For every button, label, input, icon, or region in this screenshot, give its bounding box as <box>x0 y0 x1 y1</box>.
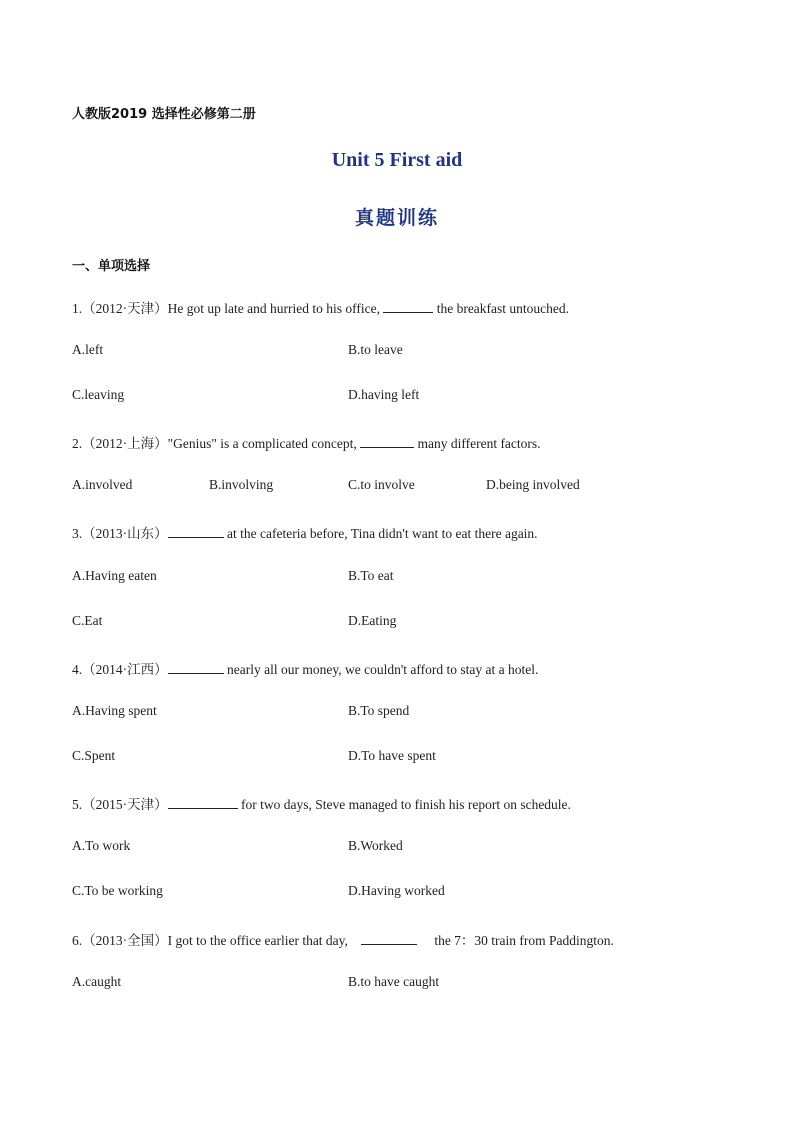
question-4-option-d: D.To have spent <box>348 748 436 763</box>
section-heading: 一、单项选择 <box>72 259 151 274</box>
question-1-option-b: B.to leave <box>348 342 403 357</box>
question-3-option-a: A.Having eaten <box>72 568 157 583</box>
question-4-stem <box>72 658 538 678</box>
question-3-text-after: at the cafeteria before, Tina didn't want to eat there again. <box>223 526 538 541</box>
question-5-source: 5.（2015·天津） <box>72 797 168 812</box>
question-1-blank <box>383 300 433 313</box>
question-1-option-d: D.having left <box>348 387 420 402</box>
question-1-stem <box>72 297 569 317</box>
question-2-option-c: C.to involve <box>348 477 415 492</box>
question-5-blank <box>168 796 238 809</box>
question-1-option-c: C.leaving <box>72 387 125 402</box>
question-1-text-after: the breakfast untouched. <box>433 301 570 316</box>
question-5-stem <box>72 793 571 813</box>
question-4-blank <box>168 661 224 674</box>
question-3-option-d: D.Eating <box>348 613 397 628</box>
question-5-option-b: B.Worked <box>348 838 403 853</box>
question-1-source: 1.（2012·天津） <box>72 301 168 316</box>
question-1-text-before: He got up late and hurried to his office, <box>167 301 384 316</box>
question-6-blank <box>361 932 417 945</box>
question-2-option-b: B.involving <box>209 477 274 492</box>
question-4-text-after: nearly all our money, we couldn't afford to stay at a hotel. <box>223 662 539 677</box>
question-6-stem <box>72 929 614 949</box>
question-4-source: 4.（2014·江西） <box>72 662 168 677</box>
question-5-option-c: C.To be working <box>72 883 163 898</box>
question-6-option-a: A.caught <box>72 974 122 989</box>
edition-note: 人教版2019 选择性必修第二册 <box>72 107 256 122</box>
question-3-blank <box>168 525 224 538</box>
question-6-source: 6.（2013·全国） <box>72 933 168 948</box>
question-6-text-after: the 7：30 train from Paddington. <box>417 933 614 948</box>
question-3-source: 3.（2013·山东） <box>72 526 168 541</box>
question-2-source: 2.（2012·上海） <box>72 436 168 451</box>
question-3-stem <box>72 522 538 542</box>
page-title: Unit 5 First aid <box>331 149 463 171</box>
question-2-blank <box>360 435 414 448</box>
question-6-option-b: B.to have caught <box>348 974 440 989</box>
question-4-option-a: A.Having spent <box>72 703 157 718</box>
question-2-option-a: A.involved <box>72 477 133 492</box>
question-1-option-a: A.left <box>72 342 104 357</box>
question-5-text-after: for two days, Steve managed to finish his report on schedule. <box>237 797 571 812</box>
question-2-stem <box>72 432 541 452</box>
question-3-option-b: B.To eat <box>348 568 394 583</box>
question-2-option-d: D.being involved <box>486 477 580 492</box>
question-6-text-before: I got to the office earlier that day, <box>167 933 362 948</box>
question-4-option-c: C.Spent <box>72 748 116 763</box>
question-5-option-a: A.To work <box>72 838 131 853</box>
question-2-text-after: many different factors. <box>414 436 541 451</box>
page-subtitle: 真题训练 <box>354 207 439 229</box>
question-2-text-before: "Genius" is a complicated concept, <box>167 436 361 451</box>
question-3-option-c: C.Eat <box>72 613 103 628</box>
question-4-option-b: B.To spend <box>348 703 410 718</box>
question-5-option-d: D.Having worked <box>348 883 445 898</box>
